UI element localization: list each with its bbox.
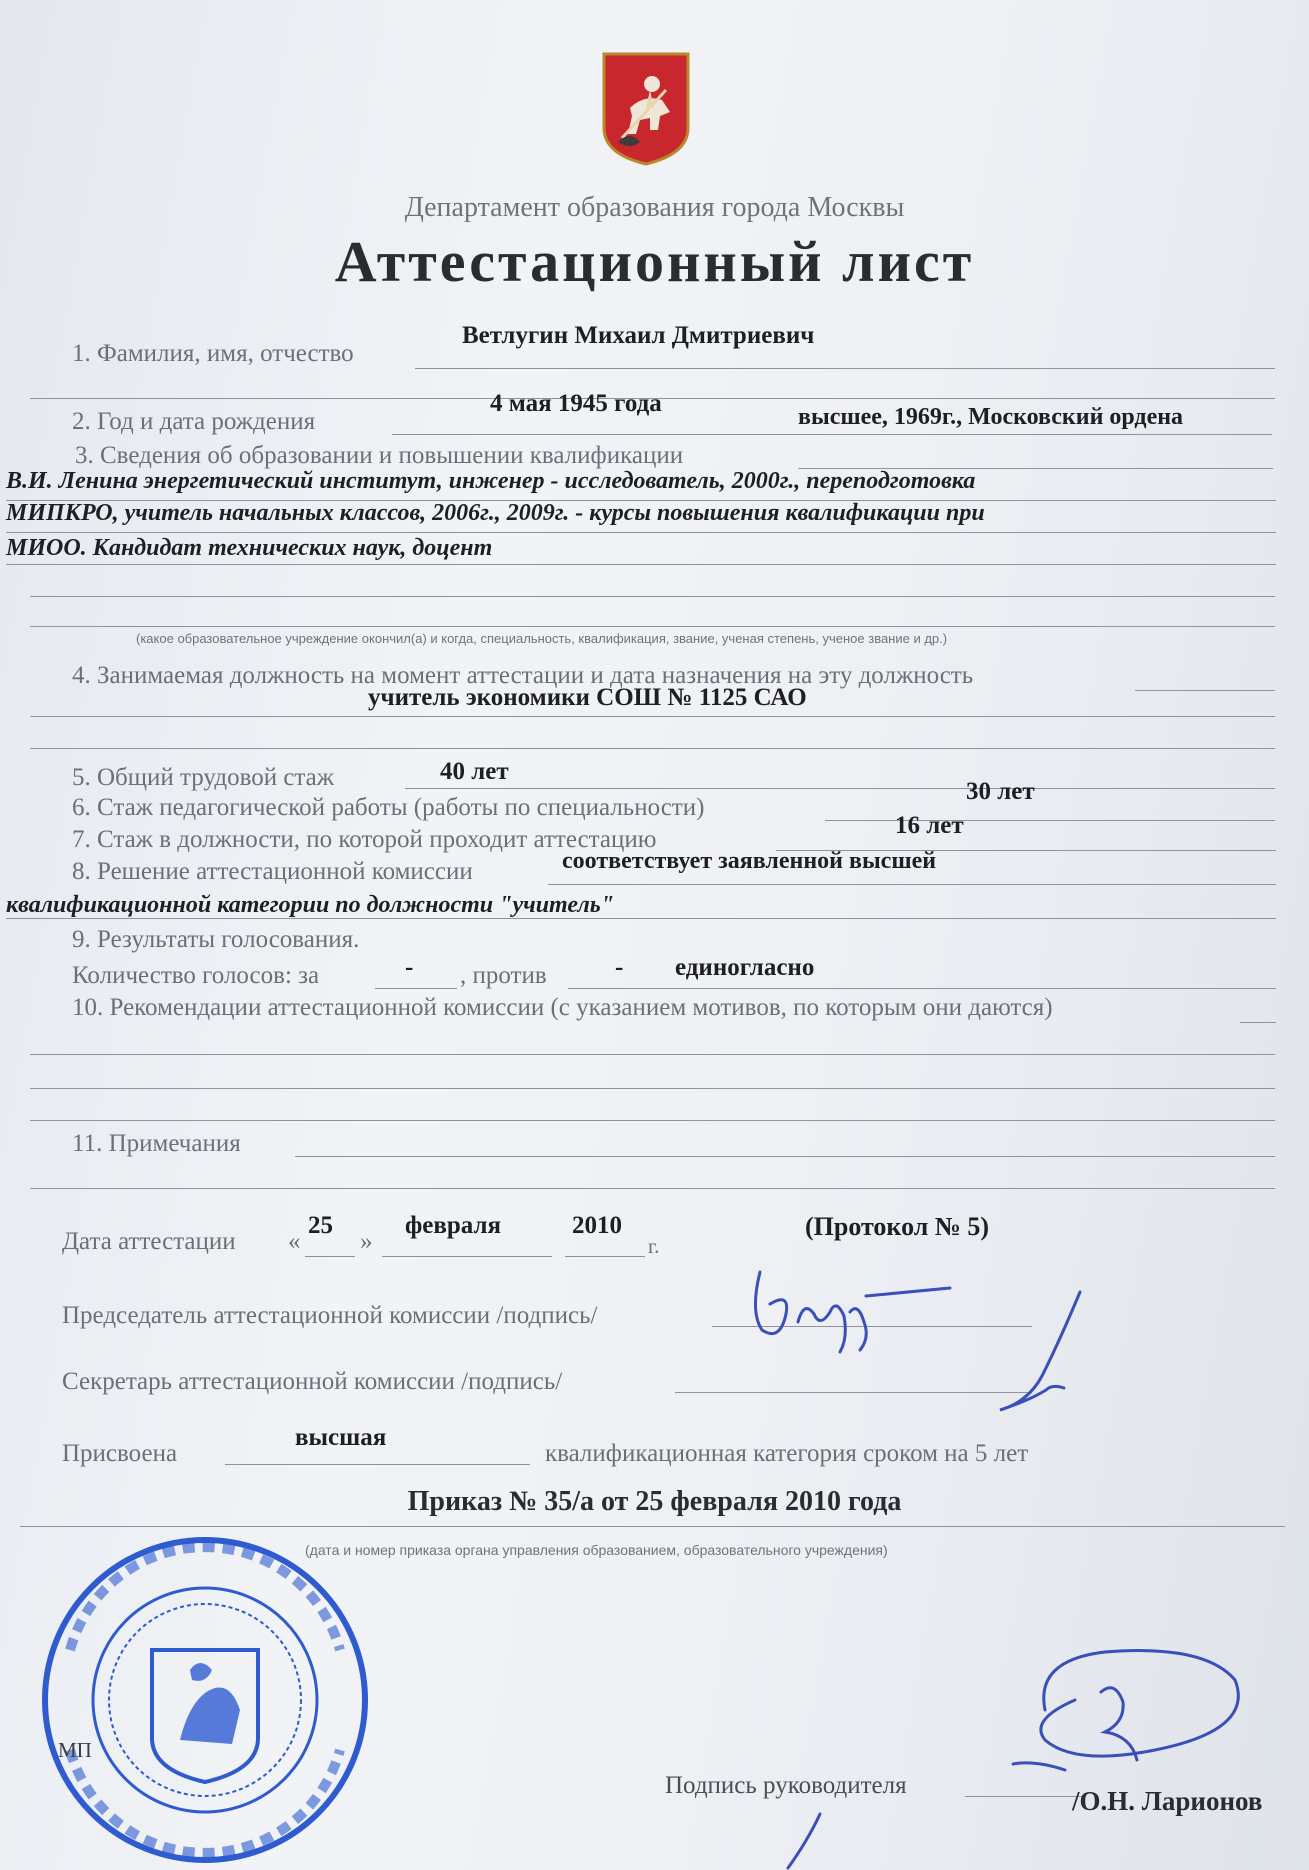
field-5-label: 5. Общий трудовой стаж — [72, 764, 335, 791]
date-year-line — [565, 1256, 645, 1257]
date-close-quote: » — [360, 1228, 373, 1255]
official-stamp — [40, 1530, 370, 1870]
field-1-value: Ветлугин Михаил Дмитриевич — [462, 322, 815, 349]
date-day: 25 — [308, 1212, 333, 1239]
protocol-number: (Протокол № 5) — [805, 1212, 990, 1241]
order-line — [20, 1526, 1285, 1527]
field-4-value: учитель экономики СОШ № 1125 САО — [368, 684, 807, 711]
order-hint: (дата и номер приказа органа управления образованием, образовательного учреждения) — [305, 1542, 888, 1558]
secretary-signature — [960, 1280, 1100, 1430]
field-1-line — [415, 368, 1275, 369]
field-3-label: 3. Сведения об образовании и повышении квалификации — [75, 442, 684, 469]
blank-line — [30, 716, 1275, 717]
assigned-suffix: квалификационная категория сроком на 5 лет — [545, 1440, 1029, 1467]
assigned-label: Присвоена — [62, 1440, 178, 1467]
blank-line — [30, 1054, 1275, 1055]
blank-line — [30, 1120, 1275, 1121]
blank-line — [30, 1088, 1275, 1089]
field-8-line — [548, 884, 1276, 885]
blank-line — [30, 748, 1275, 749]
field-6-label: 6. Стаж педагогической работы (работы по специальности) — [72, 794, 705, 821]
field-4-line — [1135, 690, 1275, 691]
field-5-line — [405, 788, 1275, 789]
moscow-coat-of-arms-icon — [600, 50, 692, 168]
field-7-value: 16 лет — [895, 812, 964, 839]
field-3-value-4: МИОО. Кандидат технических наук, доцент — [6, 535, 493, 561]
head-name: /О.Н. Ларионов — [1072, 1786, 1263, 1816]
date-year: 2010 — [572, 1212, 622, 1239]
field-3-value-2: В.И. Ленина энергетический институт, инженер - исследователь, 2000г., переподготовка — [6, 468, 976, 494]
field-11-line — [295, 1156, 1275, 1157]
field-2-line — [392, 434, 1272, 435]
field-6-value: 30 лет — [966, 778, 1035, 805]
votes-result: единогласно — [675, 954, 815, 981]
votes-label: Количество голосов: за — [72, 962, 320, 989]
field-4-label: 4. Занимаемая должность на момент аттестации и дата назначения на эту должность — [72, 662, 974, 689]
blank-line — [30, 1188, 1275, 1189]
blank-line — [30, 626, 1275, 627]
assigned-line — [225, 1464, 530, 1465]
date-label: Дата аттестации — [62, 1228, 236, 1255]
department-name: Департамент образования города Москвы — [404, 192, 905, 223]
field-8-label: 8. Решение аттестационной комиссии — [72, 858, 473, 885]
field-11-label: 11. Примечания — [72, 1130, 241, 1157]
field-10-line — [1240, 1022, 1276, 1023]
blank-line — [30, 596, 1275, 597]
field-5-value: 40 лет — [440, 758, 509, 785]
date-month-line — [382, 1256, 552, 1257]
votes-for-value: - — [405, 954, 414, 981]
assigned-value: высшая — [295, 1424, 387, 1451]
bottom-pen-mark — [770, 1810, 830, 1870]
field-7-label: 7. Стаж в должности, по которой проходит аттестацию — [72, 826, 657, 853]
chair-label: Председатель аттестационной комиссии /подпись/ — [62, 1302, 598, 1329]
votes-against-line — [568, 988, 1276, 989]
field-8-line-2 — [6, 918, 1276, 919]
field-3-value-3: МИПКРО, учитель начальных классов, 2006г., 2009г. - курсы повышения квалификации при — [6, 500, 985, 526]
date-day-line — [305, 1256, 355, 1257]
field-8-value-1: соответствует заявленной высшей — [562, 848, 937, 874]
page-title: Аттестационный лист — [334, 229, 975, 294]
field-1-label: 1. Фамилия, имя, отчество — [72, 340, 354, 367]
head-signature-line — [965, 1796, 1085, 1797]
field-9-label: 9. Результаты голосования. — [72, 926, 360, 953]
field-6-line — [825, 820, 1275, 821]
field-3-value-1: высшее, 1969г., Московский ордена — [798, 404, 1184, 430]
field-8-value-2: квалификационной категории по должности "учитель" — [6, 892, 615, 918]
date-month: февраля — [405, 1212, 502, 1239]
field-3-line-3 — [6, 532, 1276, 533]
date-open-quote: « — [288, 1228, 301, 1255]
head-signature-label: Подпись руководителя — [665, 1772, 907, 1799]
secretary-label: Секретарь аттестационной комиссии /подпись/ — [62, 1368, 563, 1395]
date-year-suffix: г. — [648, 1234, 660, 1258]
field-2-label: 2. Год и дата рождения — [72, 408, 316, 435]
field-2-value: 4 мая 1945 года — [490, 390, 662, 417]
votes-for-line — [375, 988, 457, 989]
field-10-label: 10. Рекомендации аттестационной комиссии (с указанием мотивов, по которым они даются) — [72, 994, 1053, 1021]
stamp-place-label: МП — [58, 1738, 92, 1762]
chair-signature — [740, 1252, 960, 1362]
field-3-hint: (какое образовательное учреждение окончил(а) и когда, специальность, квалификация, звание, ученая степень, ученое звание и др.) — [136, 631, 948, 646]
field-3-line-4 — [6, 564, 1276, 565]
votes-against-label: , против — [460, 962, 547, 989]
order-number: Приказ № 35/а от 25 февраля 2010 года — [407, 1486, 902, 1517]
votes-against-value: - — [615, 954, 624, 981]
head-signature — [1005, 1640, 1265, 1780]
